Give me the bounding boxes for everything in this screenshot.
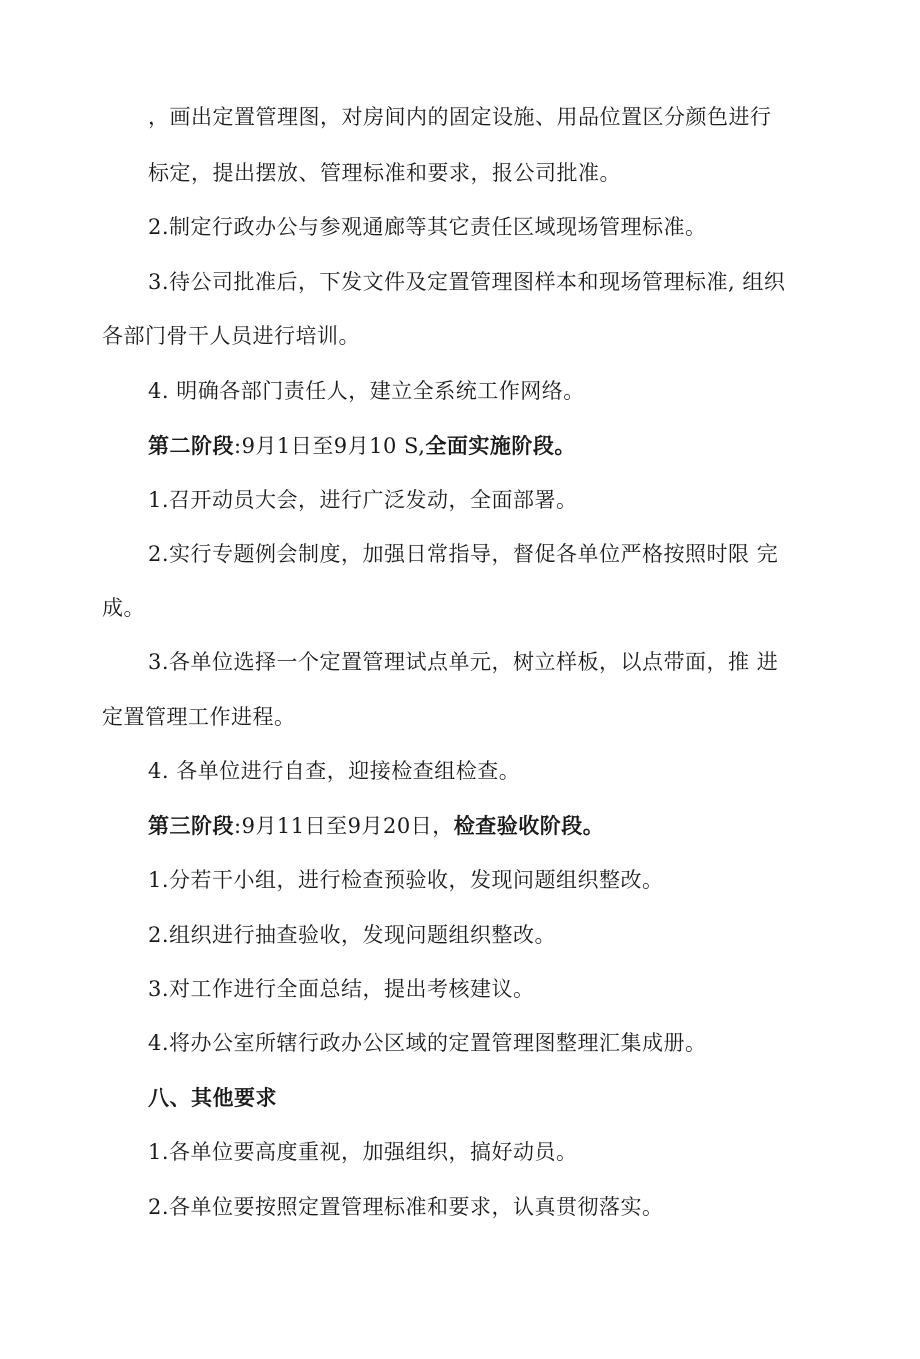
paragraph-line: 1.分若干小组，进行检查预验收，发现问题组织整改。 [148, 868, 664, 892]
paragraph-line: 4. 各单位进行自查，迎接检查组检查。 [148, 759, 521, 783]
phase-heading-dates: :9月1日至9月10 S, [234, 434, 426, 458]
paragraph-line: 1.各单位要高度重视，加强组织，搞好动员。 [148, 1140, 578, 1164]
phase-heading-dates: :9月11日至9月20日， [234, 814, 454, 838]
paragraph-line: 定置管理工作进程。 [102, 705, 296, 729]
paragraph-line: 3.对工作进行全面总结，提出考核建议。 [148, 977, 535, 1001]
paragraph-line: 各部门骨干人员进行培训。 [102, 324, 360, 348]
paragraph-line: 4.将办公室所辖行政办公区域的定置管理图整理汇集成册。 [148, 1031, 707, 1055]
paragraph-line: 3.各单位选择一个定置管理试点单元，树立样板，以点带面，推 进 [148, 650, 779, 674]
phase-heading [148, 812, 604, 840]
section-heading: 八、其他要求 [148, 1085, 277, 1110]
phase-heading-label: 第三阶段 [148, 813, 234, 838]
paragraph-line: 4. 明确各部门责任人，建立全系统工作网络。 [148, 379, 585, 403]
phase-heading-title: 检查验收阶段。 [453, 813, 605, 838]
paragraph-line: 3.待公司批准后，下发文件及定置管理图样本和现场管理标准, 组织 [148, 270, 786, 294]
paragraph-line: 2.各单位要按照定置管理标准和要求，认真贯彻落实。 [148, 1195, 664, 1219]
phase-heading-label: 第二阶段 [148, 433, 234, 458]
paragraph-line: 标定，提出摆放、管理标准和要求，报公司批准。 [148, 161, 621, 185]
phase-heading [148, 432, 576, 460]
paragraph-line: ，画出定置管理图，对房间内的固定设施、用品位置区分颜色进行 [148, 105, 772, 129]
paragraph-line: 成。 [102, 596, 145, 620]
paragraph-line: 1.召开动员大会，进行广泛发动，全面部署。 [148, 488, 578, 512]
paragraph-line: 2.制定行政办公与参观通廊等其它责任区域现场管理标准。 [148, 215, 707, 239]
paragraph-line: 2.组织进行抽查验收，发现问题组织整改。 [148, 923, 557, 947]
paragraph-line: 2.实行专题例会制度，加强日常指导，督促各单位严格按照时限 完 [148, 542, 779, 566]
phase-heading-title: 全面实施阶段。 [425, 433, 576, 458]
